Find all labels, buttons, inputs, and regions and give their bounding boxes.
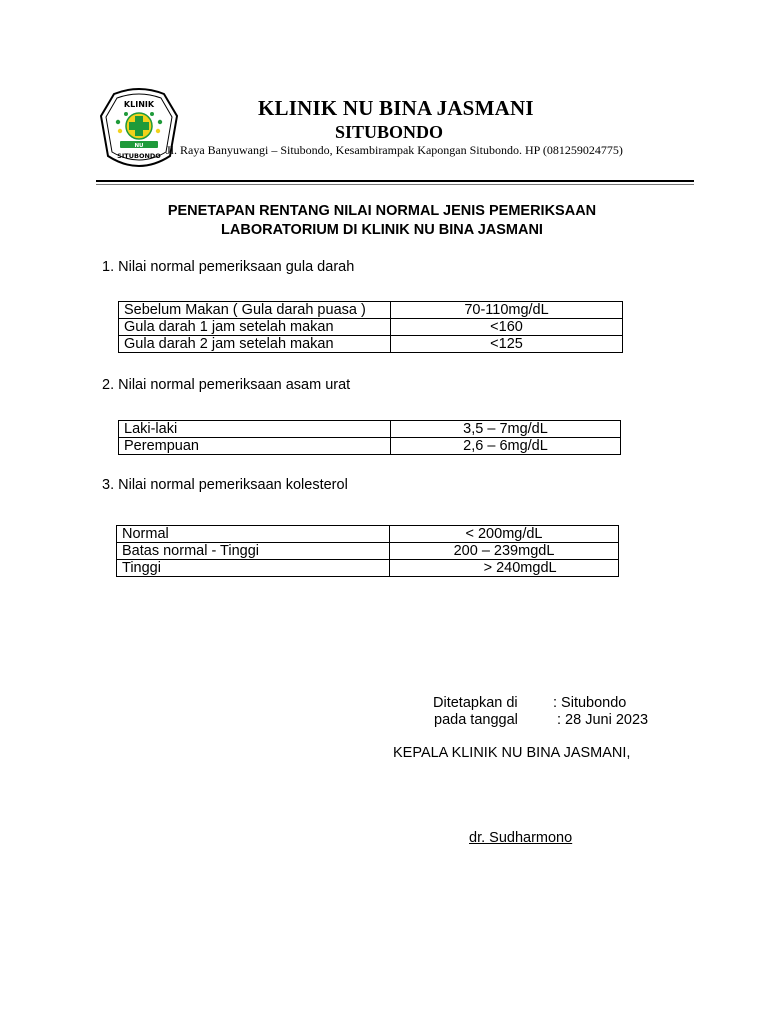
blood-sugar-table [118, 301, 623, 353]
table-row [119, 421, 621, 438]
signatory-name: dr. Sudharmono [469, 830, 573, 846]
section-heading-cholesterol: 3. Nilai normal pemeriksaan kolesterol [102, 477, 348, 493]
date-value: : 28 Juni 2023 [557, 712, 649, 728]
uric-acid-table [118, 420, 621, 455]
row-value: <160 [391, 319, 623, 336]
row-value: 200 – 239mgdL [390, 543, 619, 560]
row-value: < 200mg/dL [390, 526, 619, 543]
logo-ribbon-text: NU [134, 143, 144, 149]
row-value: > 240mgdL [390, 560, 619, 577]
clinic-name: KLINIK NU BINA JASMANI [258, 96, 534, 120]
letterhead-rule-thin [96, 184, 694, 185]
logo-text-top: KLINIK [123, 100, 155, 109]
place-label: Ditetapkan di [433, 695, 518, 711]
row-value: 2,6 – 6mg/dL [391, 438, 621, 455]
table-row [119, 319, 623, 336]
row-label: Perempuan [119, 438, 391, 455]
row-label: Normal [117, 526, 390, 543]
logo-text-bottom: SITUBONDO [117, 152, 161, 160]
table-row [117, 526, 619, 543]
row-label: Batas normal - Tinggi [117, 543, 390, 560]
row-label: Laki-laki [119, 421, 391, 438]
signatory-position: KEPALA KLINIK NU BINA JASMANI, [393, 745, 631, 761]
row-label: Tinggi [117, 560, 390, 577]
document-title-line1: PENETAPAN RENTANG NILAI NORMAL JENIS PEMERIKSAAN [167, 203, 597, 219]
clinic-city: SITUBONDO [335, 122, 444, 142]
clinic-address: Jl. Raya Banyuwangi – Situbondo, Kesambirampak Kapongan Situbondo. HP (081259024775) [166, 143, 623, 157]
row-value: 3,5 – 7mg/dL [391, 421, 621, 438]
table-row [119, 302, 623, 319]
table-row [119, 438, 621, 455]
row-label: Gula darah 2 jam setelah makan [119, 336, 391, 353]
table-row [119, 336, 623, 353]
date-label: pada tanggal [434, 712, 518, 728]
row-label: Sebelum Makan ( Gula darah puasa ) [119, 302, 391, 319]
row-value: 70-110mg/dL [391, 302, 623, 319]
cholesterol-table [116, 525, 619, 577]
table-row [117, 543, 619, 560]
row-value: <125 [391, 336, 623, 353]
table-row [117, 560, 619, 577]
document-title-line2: LABORATORIUM DI KLINIK NU BINA JASMANI [221, 222, 543, 238]
place-value: : Situbondo [553, 695, 627, 711]
section-heading-uric-acid: 2. Nilai normal pemeriksaan asam urat [102, 377, 351, 393]
row-label: Gula darah 1 jam setelah makan [119, 319, 391, 336]
section-heading-blood-sugar: 1. Nilai normal pemeriksaan gula darah [102, 259, 355, 275]
letterhead-rule [96, 180, 694, 182]
clinic-logo [96, 86, 182, 172]
